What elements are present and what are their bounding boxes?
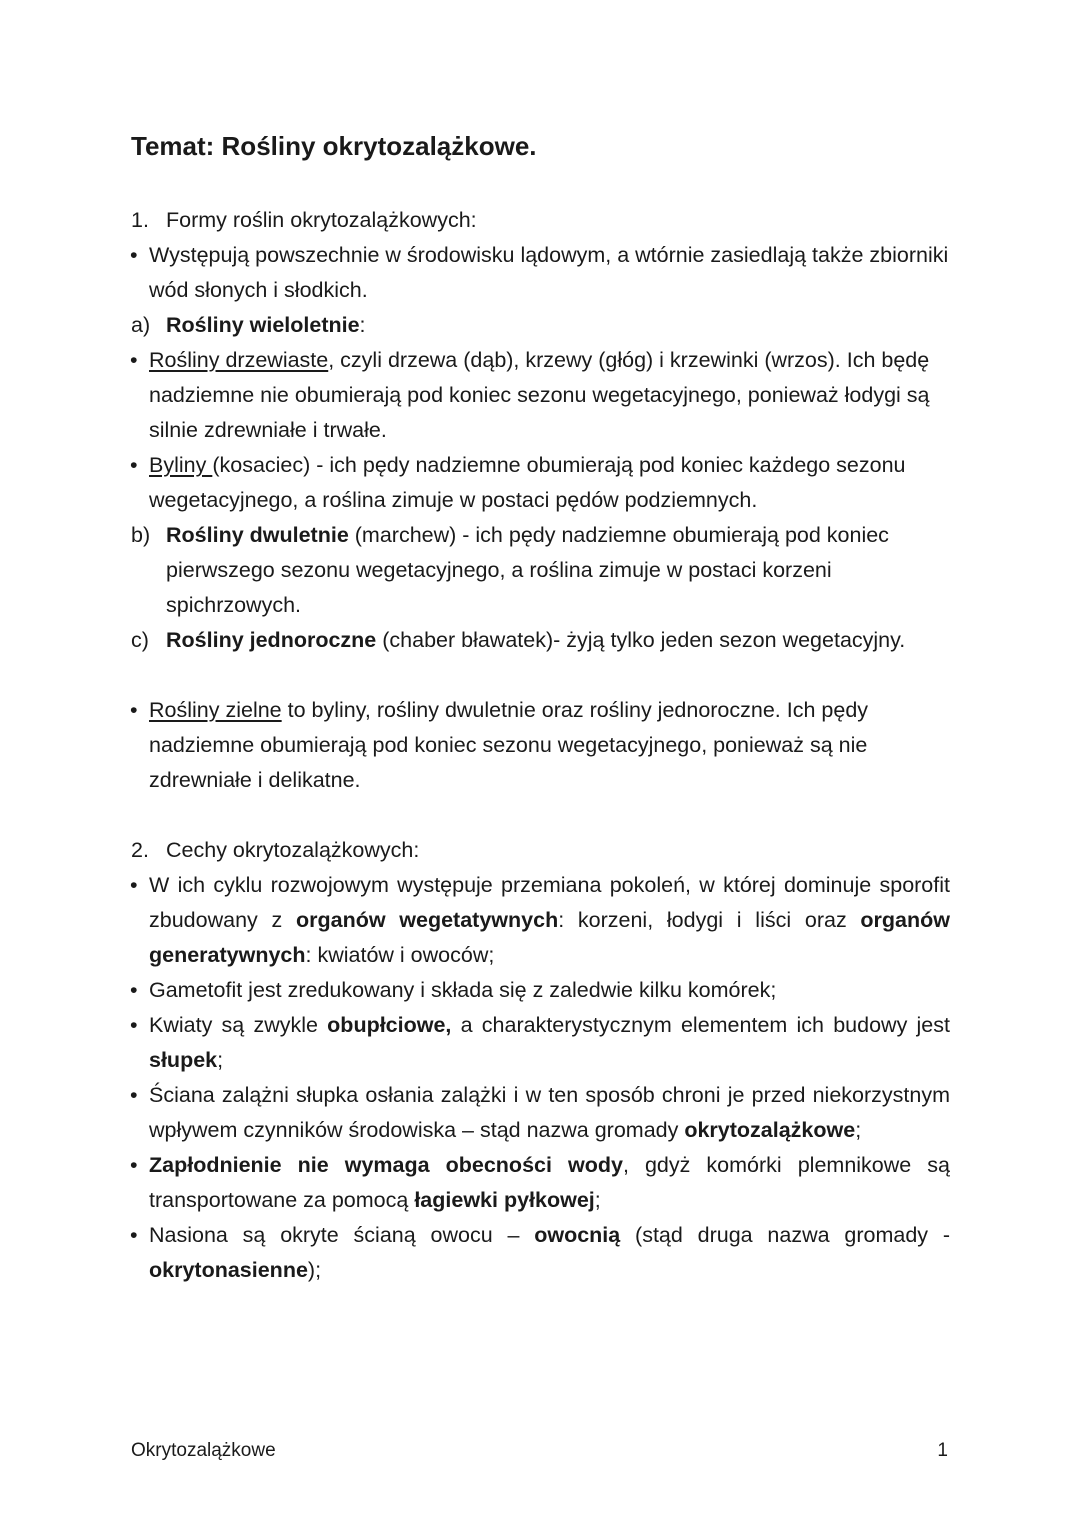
paragraph-text: ; bbox=[855, 1118, 862, 1142]
underlined-term: Rośliny drzewiaste bbox=[149, 348, 329, 372]
list-item bbox=[131, 868, 950, 973]
bullet-glyph: • bbox=[130, 243, 138, 267]
section-1-heading bbox=[131, 203, 950, 238]
bullet-glyph: • bbox=[130, 1223, 138, 1247]
list-item bbox=[131, 973, 950, 1008]
list-number: 1. bbox=[131, 208, 149, 232]
spacer bbox=[131, 658, 950, 693]
bold-term: organów wegetatywnych bbox=[295, 908, 559, 932]
spacer bbox=[131, 798, 950, 833]
section-2-heading bbox=[131, 833, 950, 868]
bullet-glyph: • bbox=[130, 1083, 138, 1107]
bullet-glyph: • bbox=[130, 1013, 138, 1037]
list-item bbox=[131, 1008, 950, 1078]
page-title: Temat: Rośliny okrytozalążkowe. bbox=[131, 131, 537, 161]
bold-term: okrytonasienne bbox=[149, 1258, 308, 1282]
paragraph-text: (stąd druga nazwa gromady - bbox=[620, 1223, 950, 1247]
subsection-a bbox=[131, 308, 950, 343]
list-letter: b) bbox=[131, 523, 151, 547]
paragraph-text: (marchew) - ich pędy nadziemne obumierają pod koniec pierwszego sezonu wegetacyjnego, a roślina zimuje w postaci korzeni spichrzowych. bbox=[166, 523, 889, 617]
paragraph-text: Występują powszechnie w środowisku lądowym, a wtórnie zasiedlają także zbiorniki wód słonych i słodkich. bbox=[149, 243, 949, 302]
list-letter: c) bbox=[131, 628, 149, 652]
list-item bbox=[131, 238, 950, 308]
paragraph-text: (kosaciec) - ich pędy nadziemne obumierają pod koniec każdego sezonu wegetacyjnego, a roślina zimuje w postaci pędów podziemnych. bbox=[149, 453, 906, 512]
subsection-b bbox=[131, 518, 950, 623]
underlined-term: Rośliny zielne bbox=[149, 698, 282, 722]
list-item bbox=[131, 448, 950, 518]
list-item bbox=[131, 1218, 950, 1288]
paragraph-text: : korzeni, łodygi i liści oraz bbox=[558, 908, 861, 932]
bullet-glyph: • bbox=[130, 978, 138, 1002]
page-number: 1 bbox=[937, 1440, 948, 1461]
list-number: 2. bbox=[131, 838, 149, 862]
bullet-glyph: • bbox=[130, 698, 138, 722]
document-body bbox=[131, 203, 950, 1288]
paragraph-text: Nasiona są okryte ścianą owocu – bbox=[149, 1223, 535, 1247]
bullet-glyph: • bbox=[130, 348, 138, 372]
paragraph-text: , gdyż komórki plemnikowe są transportowane za pomocą bbox=[149, 1153, 950, 1212]
bold-term: Zapłodnienie nie wymaga obecności wody bbox=[149, 1153, 623, 1177]
bold-term: Rośliny jednoroczne bbox=[166, 628, 377, 652]
footer-title: Okrytozalążkowe bbox=[131, 1440, 276, 1461]
paragraph-text: to byliny, rośliny dwuletnie oraz rośliny jednoroczne. Ich pędy nadziemne obumierają pod koniec sezonu wegetacyjnego, ponieważ są nie zdrewniałe i delikatne. bbox=[149, 698, 869, 792]
paragraph-text: , czyli drzewa (dąb), krzewy (głóg) i krzewinki (wrzos). Ich będę nadziemne nie obumierają pod koniec sezonu wegetacyjnego, ponieważ łodygi są silnie zdrewniałe i trwałe. bbox=[149, 348, 930, 442]
paragraph-text: W ich cyklu rozwojowym występuje przemiana pokoleń, w której dominuje sporofit zbudowany z bbox=[149, 873, 950, 932]
list-item bbox=[131, 693, 950, 798]
paragraph-text: : kwiatów i owoców; bbox=[305, 943, 495, 967]
section-heading-text: Formy roślin okrytozalążkowych: bbox=[166, 208, 477, 232]
paragraph-text: Kwiaty są zwykle bbox=[149, 1013, 328, 1037]
bold-term: słupek bbox=[149, 1048, 218, 1072]
paragraph-text: : bbox=[359, 313, 366, 337]
bold-term: organów generatywnych bbox=[149, 908, 951, 967]
bold-term: Rośliny wieloletnie bbox=[166, 313, 360, 337]
paragraph-text: a charakterystycznym elementem ich budowy jest bbox=[451, 1013, 950, 1037]
paragraph-text: ; bbox=[594, 1188, 601, 1212]
list-item bbox=[131, 1078, 950, 1148]
bullet-glyph: • bbox=[130, 453, 138, 477]
bullet-glyph: • bbox=[130, 1153, 138, 1177]
bold-term: owocnią bbox=[534, 1223, 621, 1247]
underlined-term: Byliny bbox=[149, 453, 213, 477]
paragraph-text: ; bbox=[217, 1048, 224, 1072]
list-item bbox=[131, 343, 950, 448]
bullet-glyph: • bbox=[130, 873, 138, 897]
section-heading-text: Cechy okrytozalążkowych: bbox=[166, 838, 420, 862]
list-item bbox=[131, 1148, 950, 1218]
bold-term: Rośliny dwuletnie bbox=[166, 523, 349, 547]
list-letter: a) bbox=[131, 313, 151, 337]
bold-term: okrytozalążkowe bbox=[684, 1118, 856, 1142]
subsection-c bbox=[131, 623, 950, 658]
paragraph-text: ); bbox=[307, 1258, 322, 1282]
paragraph-text: Ściana zalążni słupka osłania zalążki i w ten sposób chroni je przed niekorzystnym wpływem czynników środowiska – stąd nazwa gromady bbox=[149, 1083, 950, 1142]
paragraph-text: Gametofit jest zredukowany i składa się z zaledwie kilku komórek; bbox=[149, 978, 777, 1002]
bold-term: łagiewki pyłkowej bbox=[414, 1188, 595, 1212]
paragraph-text: (chaber bławatek)- żyją tylko jeden sezon wegetacyjny. bbox=[376, 628, 906, 652]
bold-term: obupłciowe, bbox=[327, 1013, 452, 1037]
